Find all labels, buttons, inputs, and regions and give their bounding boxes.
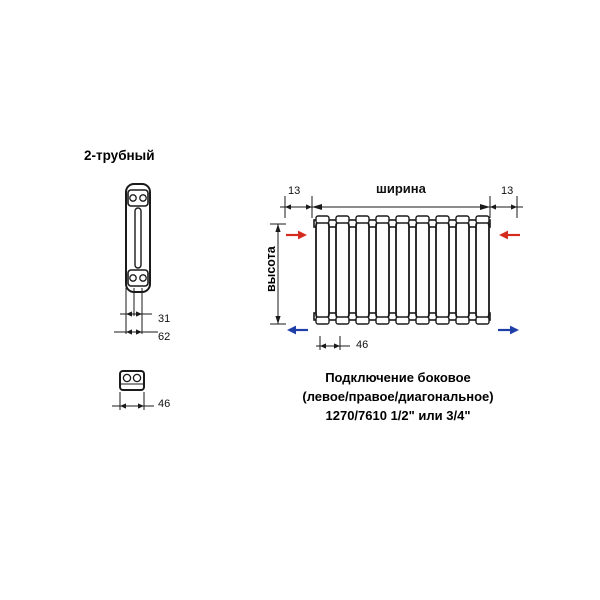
left-radiator-elevation: [108, 178, 168, 298]
dim-label-46-pitch: 46: [356, 339, 369, 351]
edge-label-left-13: 13: [288, 185, 301, 197]
section-pitch-dimension: [316, 336, 386, 356]
outlet-arrow-right-icon: [498, 323, 520, 337]
edge-label-right-13: 13: [501, 185, 514, 197]
dim-label-62: 62: [158, 331, 171, 343]
caption-block: [262, 368, 534, 425]
left-plan-dimension: [100, 392, 190, 418]
left-radiator-plan: [110, 368, 154, 394]
caption-line-1: Подключение боковое: [325, 370, 471, 385]
radiator-front-view: [306, 214, 498, 326]
dim-label-31: 31: [158, 313, 171, 325]
inlet-arrow-left-icon: [286, 228, 308, 242]
outlet-arrow-left-icon: [286, 323, 308, 337]
dim-label-46-left: 46: [158, 398, 171, 410]
caption-line-3: 1270/7610 1/2" или 3/4": [325, 408, 471, 423]
left-view-title: 2-трубный: [84, 148, 155, 163]
width-label: ширина: [376, 181, 426, 196]
height-label: высота: [264, 246, 278, 292]
left-view-dimensions: [100, 288, 190, 352]
inlet-arrow-right-icon: [498, 228, 520, 242]
caption-line-2: (левое/правое/диагональное): [302, 389, 494, 404]
